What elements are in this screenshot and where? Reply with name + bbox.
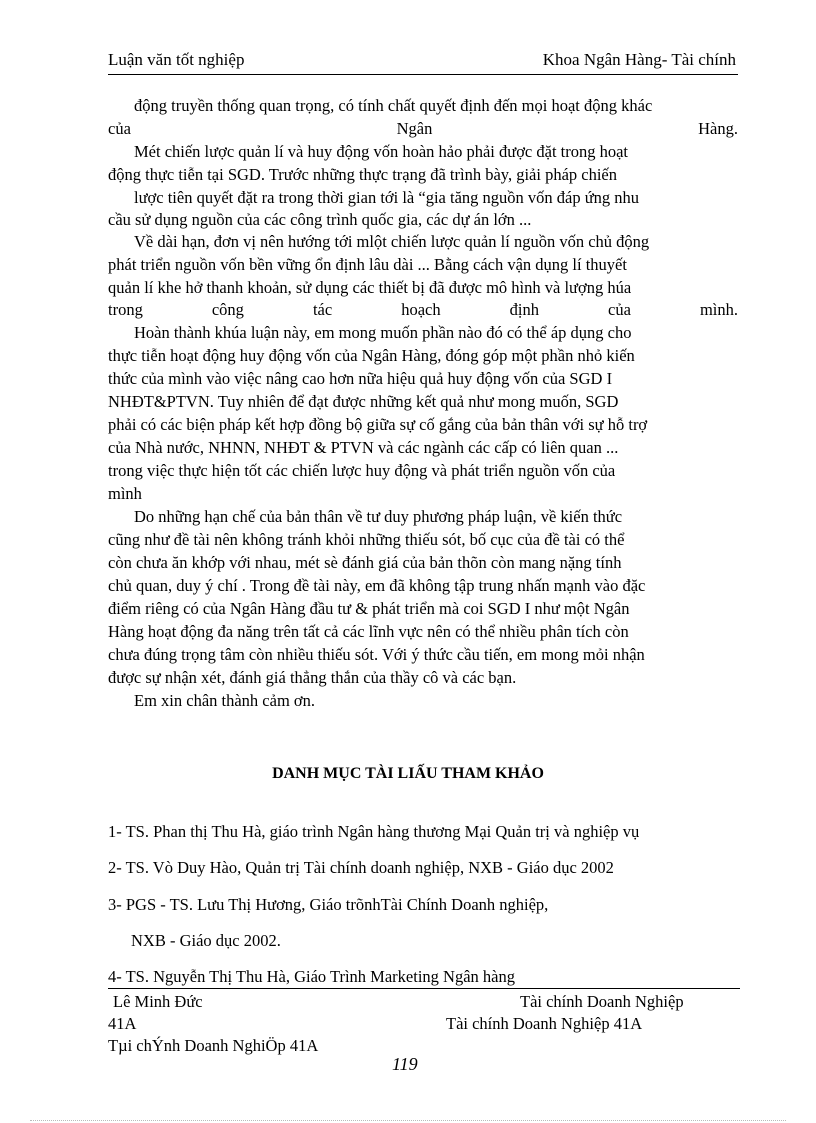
body-line: Về dài hạn, đơn vị nên hướng tới mlột chiến lược quản lí nguồn vốn chủ động (134, 232, 650, 251)
page-edge-dotted-line (30, 1120, 786, 1121)
body-line: Hoàn thành khúa luận này, em mong muốn phần nào đó có thể áp dụng cho (134, 323, 632, 342)
reference-item: NXB - Giáo dục 2002. (131, 931, 281, 950)
reference-item: 2- TS. Vò Duy Hào, Quản trị Tài chính doanh nghiệp, NXB - Giáo dục 2002 (108, 858, 614, 877)
body-line: phát triển nguồn vốn bền vững ổn định lâu dài ... Bằng cách vận dụng lí thuyết (108, 255, 627, 274)
body-line: thực tiễn hoạt động huy động vốn của Ngân Hàng, đóng góp một phần nhỏ kiến (108, 346, 635, 365)
reference-item: 1- TS. Phan thị Thu Hà, giáo trình Ngân hàng thương Mại Quản trị và nghiệp vụ (108, 822, 640, 841)
body-line: quản lí khe hở thanh khoản, sử dụng các thiết bị đã được mô hình và lượng húa (108, 278, 632, 297)
page-number: 119 (392, 1054, 418, 1074)
footer-dept-mid: Tài chính Doanh Nghiệp 41A (446, 1014, 643, 1033)
body-line: điểm riêng có của Ngân Hàng đầu tư & phát triển mà coi SGD I như một Ngân (108, 599, 630, 618)
footer-class: 41A (108, 1014, 137, 1033)
body-line: cầu sử dụng nguồn của các công trình quốc gia, các dự án lớn ... (108, 210, 532, 229)
body-line: của Nhà nước, NHNN, NHĐT & PTVN và các ngành các cấp có liên quan ... (108, 438, 619, 457)
header-rule (108, 74, 738, 75)
body-line: Do những hạn chế của bản thân về tư duy phương pháp luận, về kiến thức (134, 507, 623, 526)
footer-author: Lê Minh Đức (113, 992, 203, 1011)
body-line: mình (108, 484, 142, 503)
references-title: DANH MỤC TÀI LIẤU THAM KHẢO (272, 765, 544, 782)
body-line: của Ngân Hàng. (108, 119, 738, 138)
body-line: được sự nhận xét, đánh giá thẳng thắn của thầy cô và các bạn. (108, 668, 517, 687)
body-line: còn chưa ăn khớp với nhau, mét sè đánh giá của bản thõn còn mang nặng tính (108, 553, 622, 572)
body-line: cũng như đề tài nên không tránh khỏi những thiếu sót, bố cục của đề tài có thể (108, 530, 625, 549)
footer-rule (108, 988, 740, 989)
body-line: trong việc thực hiện tốt các chiến lược huy động và phát triển nguồn vốn của (108, 461, 616, 480)
body-line: lược tiên quyết đặt ra trong thời gian tới là “gia tăng nguồn vốn đáp ứng nhu (134, 188, 640, 207)
body-line: động truyền thống quan trọng, có tính chất quyết định đến mọi hoạt động khác (134, 96, 653, 115)
body-line: Mét chiến lược quản lí và huy động vốn hoàn hảo phải được đặt trong hoạt (134, 142, 629, 161)
body-line: thức của mình vào việc nâng cao hơn nữa hiệu quả huy động vốn của SGD I (108, 369, 613, 388)
header-right: Khoa Ngân Hàng- Tài chính (542, 50, 736, 69)
body-line: Em xin chân thành cảm ơn. (134, 691, 316, 710)
footer-garbled: Tµi chÝnh Doanh NghiÖp 41A (108, 1036, 319, 1055)
body-line: động thực tiễn tại SGD. Trước những thực trạng đã trình bày, giải pháp chiến (108, 165, 618, 184)
body-line: chủ quan, duy ý chí . Trong đề tài này, em đã không tập trung nhấn mạnh vào đặc (108, 576, 646, 595)
reference-item: 4- TS. Nguyễn Thị Thu Hà, Giáo Trình Marketing Ngân hàng (108, 967, 515, 986)
body-line: Hàng hoạt động đa năng trên tất cả các lĩnh vực nên có thể nhiều phân tích còn (108, 622, 629, 641)
header-left: Luận văn tốt nghiệp (108, 50, 245, 69)
reference-item: 3- PGS - TS. Lưu Thị Hương, Giáo trõnhTài Chính Doanh nghiệp, (108, 895, 549, 914)
footer-dept-right: Tài chính Doanh Nghiệp (520, 992, 684, 1011)
body-line: phải có các biện pháp kết hợp đồng bộ giữa sự cố gắng của bản thân với sự hỗ trợ (108, 415, 648, 434)
body-line: NHĐT&PTVN. Tuy nhiên để đạt được những kết quả như mong muốn, SGD (108, 392, 619, 411)
body-line: trong công tác hoạch định của mình. (108, 300, 738, 319)
body-line: chưa đúng trọng tâm còn nhiều thiếu sót. Với ý thức cầu tiến, em mong mỏi nhận (108, 645, 645, 664)
